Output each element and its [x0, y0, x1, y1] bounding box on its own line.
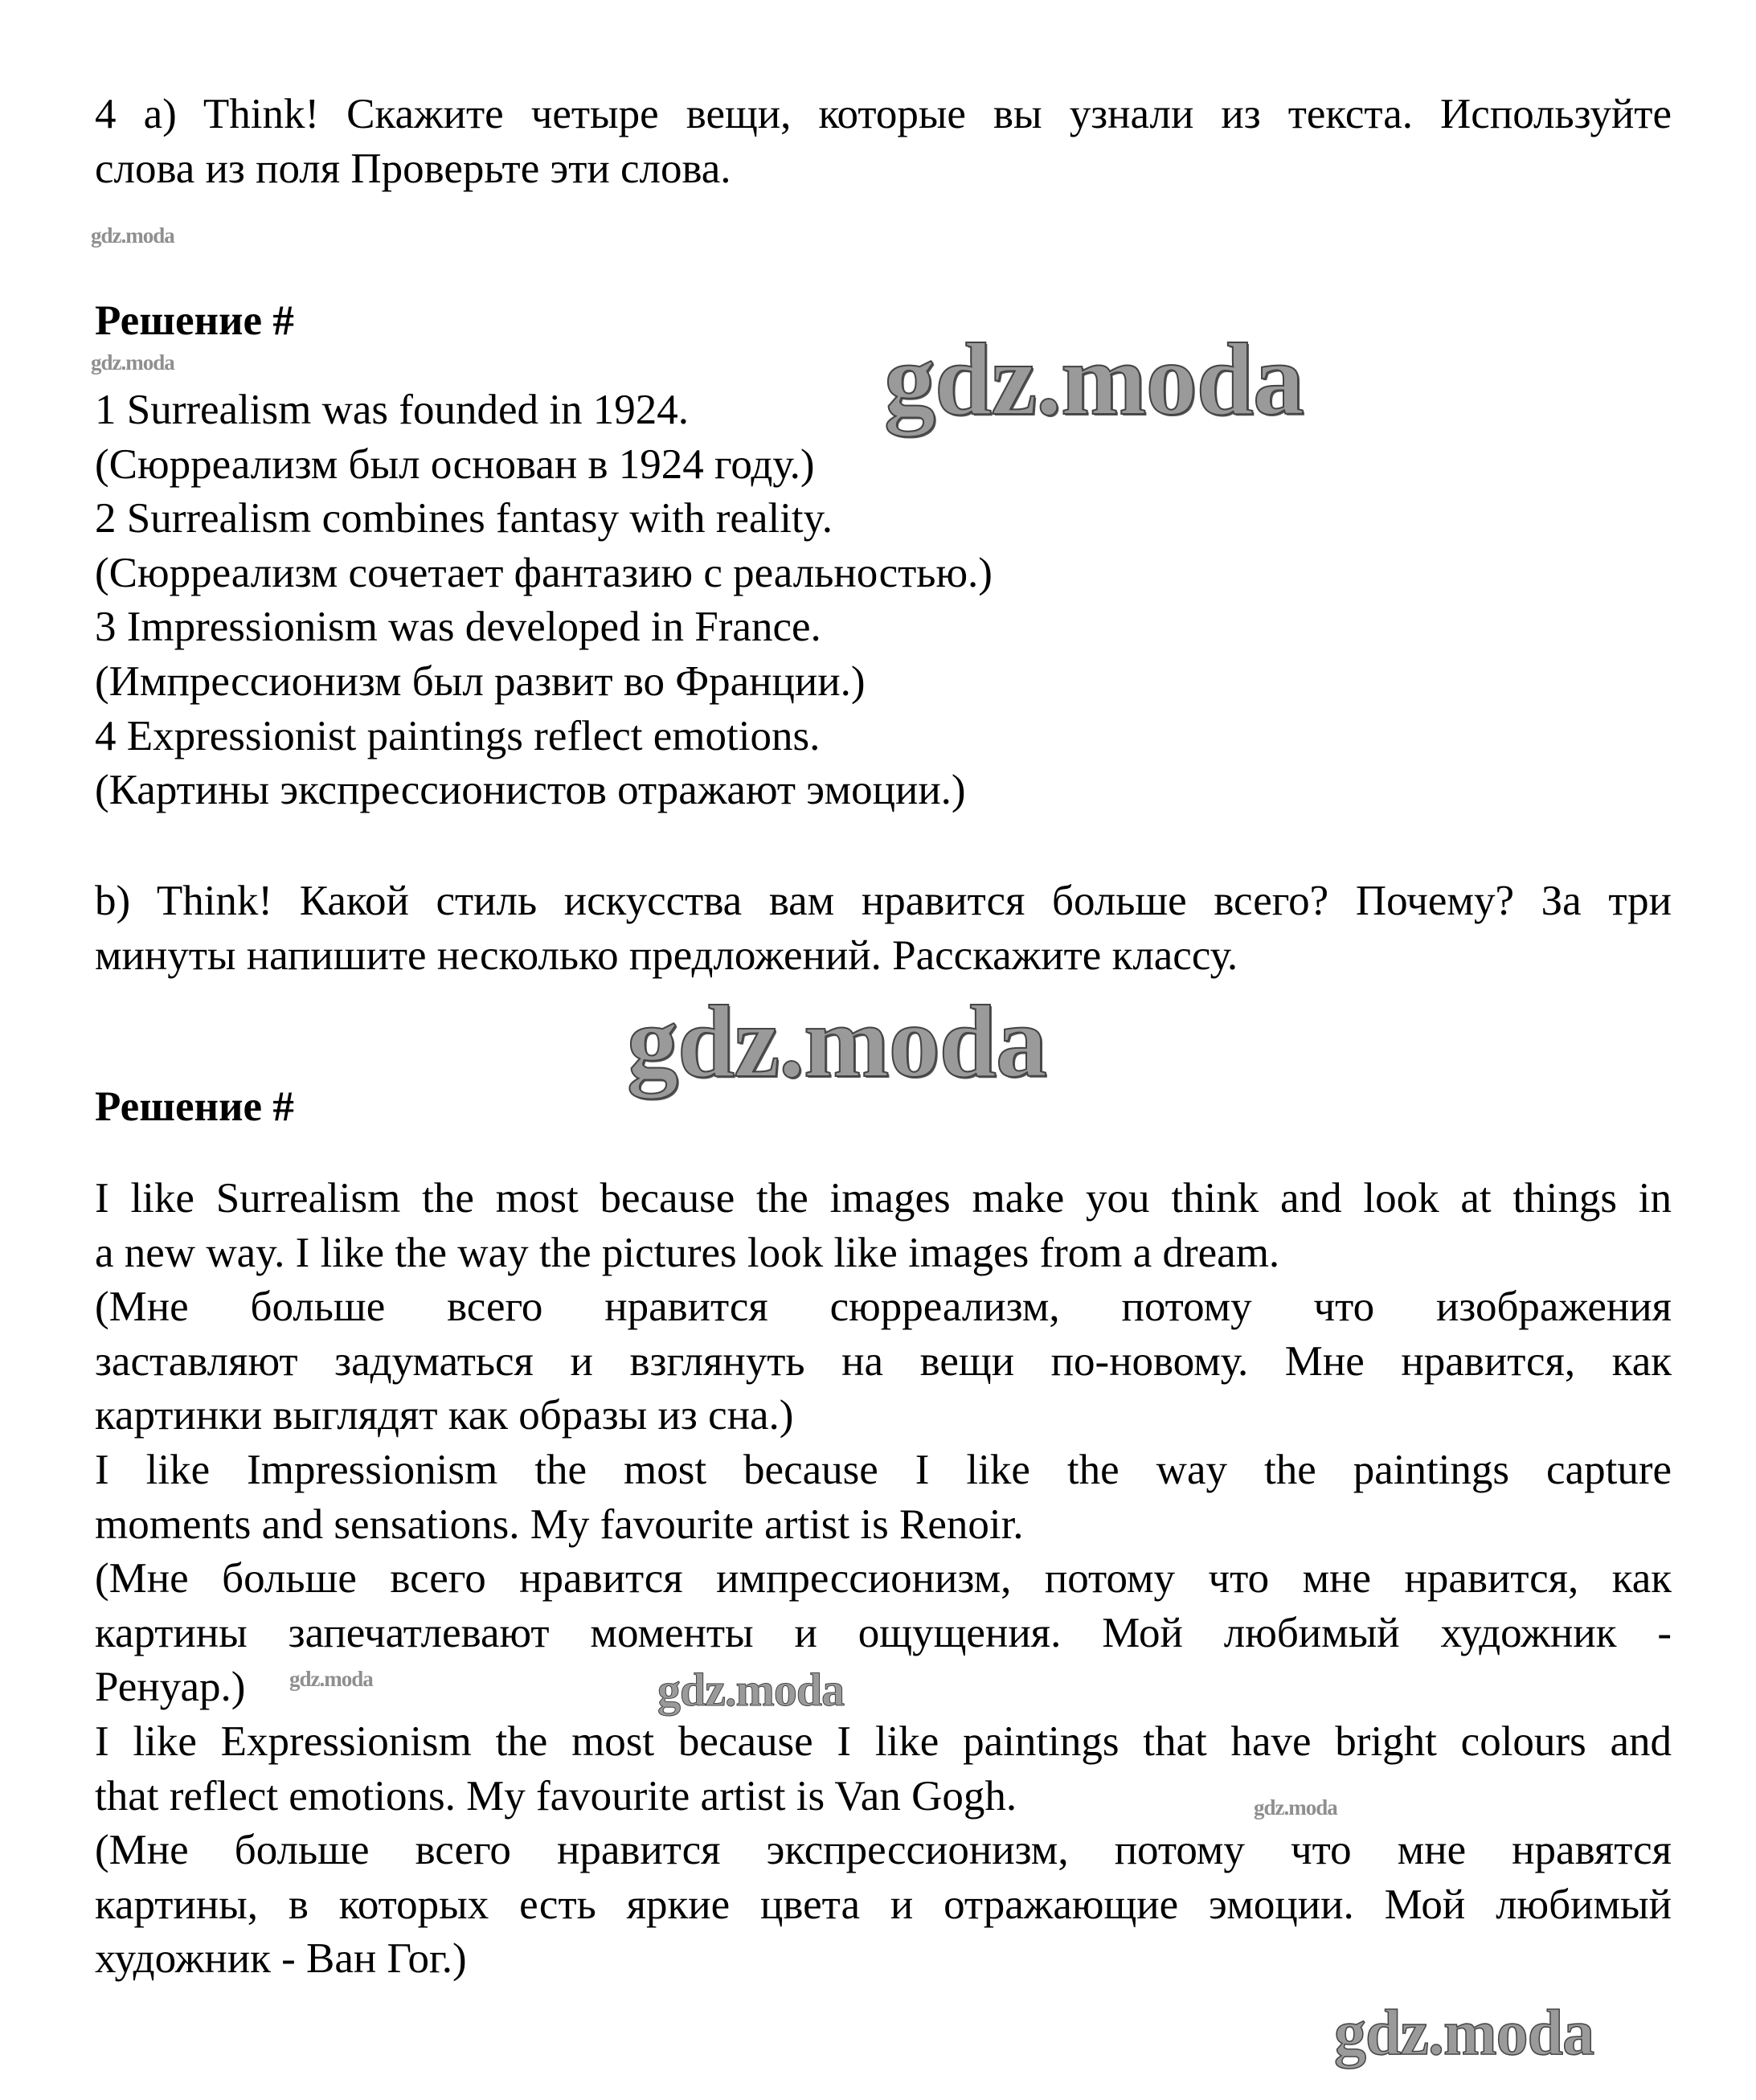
answer-line: moments and sensations. My favourite artist is Renoir.	[95, 1500, 1024, 1548]
answer-line: I like Surrealism the most because the images make you think and look at things in	[95, 1175, 1672, 1222]
answer-line: that reflect emotions. My favourite artist is Van Gogh.	[95, 1772, 1017, 1820]
answer-line: (Импрессионизм был развит во Франции.)	[95, 657, 866, 705]
answer-line: 2 Surrealism combines fantasy with reality.	[95, 495, 833, 542]
answer-line: (Сюрреализм сочетает фантазию с реальностью.)	[95, 549, 993, 596]
answer-line: I like Impressionism the most because I like the way the paintings capture	[95, 1446, 1672, 1493]
answer-line: I like Expressionism the most because I like paintings that have bright colours and	[95, 1717, 1672, 1765]
watermark: gdz.moda	[91, 350, 174, 375]
answer-line: картины, в которых есть яркие цвета и отражающие эмоции. Мой любимый	[95, 1881, 1672, 1928]
answer-line: 3 Impressionism was developed in France.	[95, 604, 821, 651]
answer-line: картины запечатлевают моменты и ощущения. Мой любимый художник -	[95, 1609, 1672, 1656]
question-b	[95, 874, 1672, 983]
watermark-large: gdz.moda	[884, 322, 1304, 436]
question-b-line: b) Think! Какой стиль искусства вам нравится больше всего? Почему? За три	[95, 878, 1672, 924]
answer-line: Ренуар.)	[95, 1664, 246, 1711]
answer-line: (Мне больше всего нравится сюрреализм, потому что изображения	[95, 1283, 1672, 1331]
watermark-medium: gdz.moda	[657, 1664, 845, 1716]
answer-line: 4 Expressionist paintings reflect emotions.	[95, 712, 821, 759]
watermark: gdz.moda	[289, 1667, 373, 1691]
answers-a	[95, 383, 1672, 818]
answer-line: заставляют задуматься и взглянуть на вещи по-новому. Мне нравится, как	[95, 1337, 1672, 1385]
solution-heading-a: Решение #	[95, 297, 294, 344]
watermark-large: gdz.moda	[627, 985, 1046, 1099]
watermark: gdz.moda	[91, 223, 174, 248]
question-a-line: 4 a) Think! Скажите четыре вещи, которые вы узнали из текста. Используйте	[95, 91, 1672, 137]
answer-line: a new way. I like the way the pictures look like images from a dream.	[95, 1229, 1280, 1276]
solution-heading-b: Решение #	[95, 1083, 294, 1130]
question-a-line: слова из поля Проверьте эти слова.	[95, 145, 731, 192]
answer-line: 1 Surrealism was founded in 1924.	[95, 387, 689, 433]
watermark: gdz.moda	[1254, 1795, 1337, 1820]
watermark-medium: gdz.moda	[1334, 1998, 1594, 2069]
answers-b	[95, 1172, 1672, 1987]
answer-line: художник - Ван Гог.)	[95, 1935, 467, 1983]
answer-line: (Мне больше всего нравится импрессионизм, потому что мне нравится, как	[95, 1555, 1672, 1603]
answer-line: (Сюрреализм был основан в 1924 году.)	[95, 440, 815, 488]
answer-line: (Мне больше всего нравится экспрессионизм, потому что мне нравятся	[95, 1827, 1672, 1874]
answer-line: (Картины экспрессионистов отражают эмоции.)	[95, 767, 966, 814]
question-b-line: минуты напишите несколько предложений. Расскажите классу.	[95, 931, 1238, 979]
question-a	[95, 88, 1672, 196]
answer-line: картинки выглядят как образы из сна.)	[95, 1392, 794, 1439]
